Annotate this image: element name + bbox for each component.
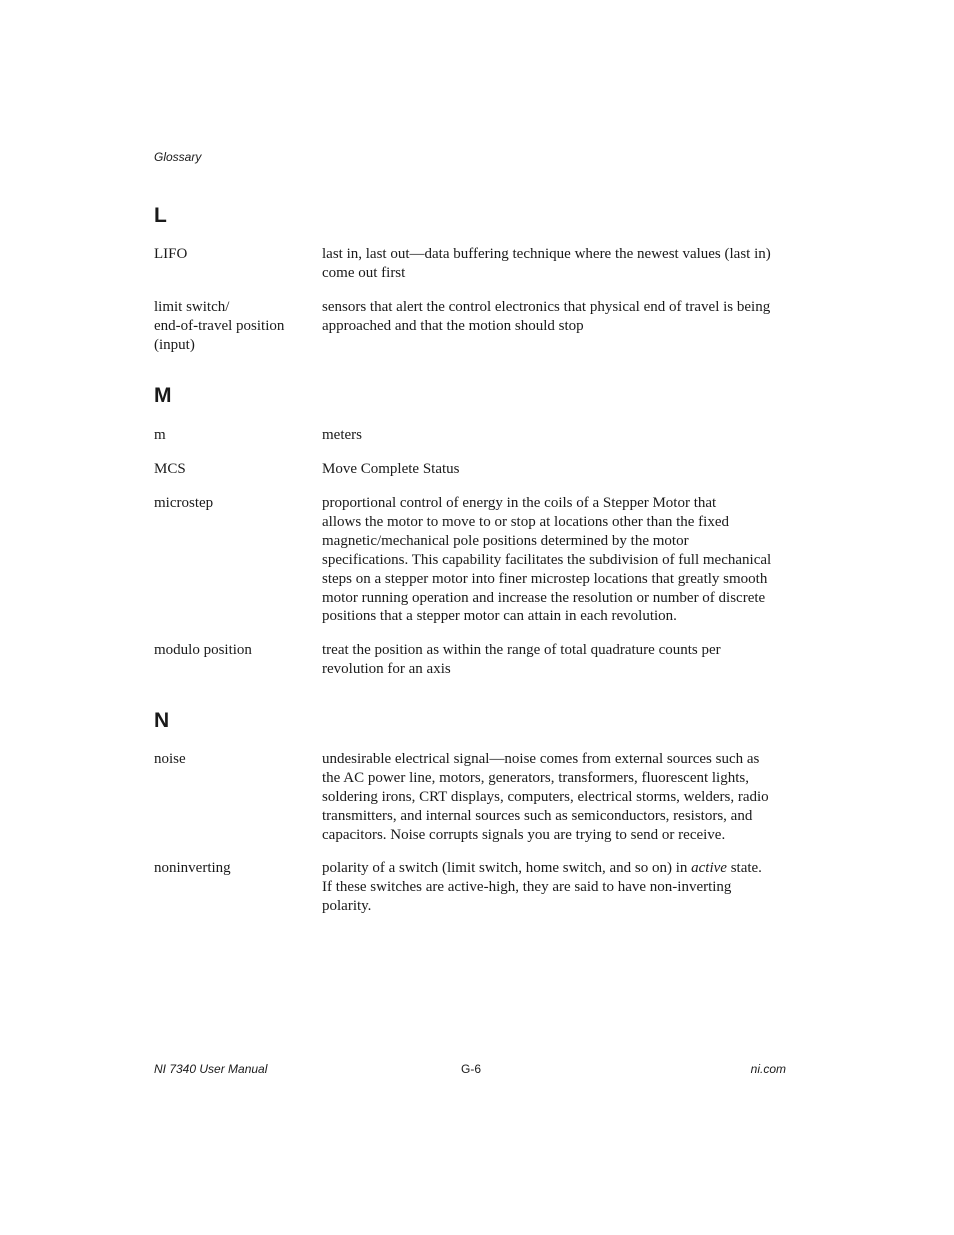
- definition-line: proportional control of energy in the coils of a Stepper Motor that: [322, 495, 717, 511]
- glossary-term: [154, 859, 314, 878]
- term-line: LIFO: [154, 246, 188, 262]
- definition-line: soldering irons, CRT displays, computers, electrical storms, welders, radio: [322, 788, 769, 805]
- definition-line: revolution for an axis: [322, 660, 451, 677]
- definition-line: meters: [322, 427, 362, 443]
- term-line: microstep: [154, 495, 214, 511]
- emphasis-text: active: [691, 860, 727, 876]
- footer-website: ni.com: [750, 1062, 786, 1076]
- definition-line: treat the position as within the range of total quadrature counts per: [322, 642, 721, 658]
- definition-line: the AC power line, motors, generators, transformers, fluorescent lights,: [322, 769, 749, 786]
- definition-line: specifications. This capability facilitates the subdivision of full mechanical: [322, 551, 772, 568]
- definition-line: capacitors. Noise corrupts signals you are trying to send or receive.: [322, 826, 726, 843]
- footer-manual-title: NI 7340 User Manual: [154, 1062, 268, 1076]
- section-heading-m: M: [154, 384, 172, 407]
- glossary-term: [154, 750, 314, 769]
- running-head: Glossary: [154, 150, 202, 164]
- glossary-definition: [322, 494, 786, 626]
- glossary-definition: [322, 460, 786, 479]
- definition-line: approached and that the motion should stop: [322, 317, 584, 334]
- definition-line: last in, last out—data buffering technique where the newest values (last in): [322, 246, 771, 262]
- section-heading-l: L: [154, 204, 167, 227]
- glossary-definition: [322, 245, 786, 283]
- glossary-definition: [322, 859, 786, 916]
- definition-text: polarity of a switch (limit switch, home switch, and so on) in: [322, 860, 692, 876]
- definition-line: steps on a stepper motor into finer microstep locations that greatly smooth: [322, 570, 768, 587]
- definition-line: come out first: [322, 264, 406, 281]
- definition-line: motor running operation and increase the resolution or number of discrete: [322, 589, 766, 606]
- footer-page-number: G-6: [461, 1062, 482, 1076]
- definition-line: If these switches are active-high, they are said to have non-inverting: [322, 878, 732, 895]
- definition-line: [322, 859, 786, 878]
- glossary-definition: [322, 298, 786, 336]
- definition-line: undesirable electrical signal—noise comes from external sources such as: [322, 751, 760, 767]
- definition-line: allows the motor to move to or stop at locations other than the fixed: [322, 513, 729, 530]
- section-heading-n: N: [154, 709, 170, 732]
- definition-text: state.: [726, 860, 762, 876]
- definition-line: magnetic/mechanical pole positions determined by the motor: [322, 532, 689, 549]
- glossary-term: [154, 460, 314, 479]
- term-line: modulo position: [154, 642, 252, 658]
- glossary-term: [154, 245, 314, 264]
- term-line: end-of-travel position: [154, 317, 285, 334]
- glossary-term: [154, 426, 314, 445]
- glossary-definition: [322, 426, 786, 445]
- glossary-term: [154, 641, 314, 660]
- glossary-definition: [322, 750, 786, 845]
- definition-line: polarity.: [322, 897, 372, 914]
- term-line: noninverting: [154, 860, 231, 876]
- definition-line: transmitters, and internal sources such as semiconductors, resistors, and: [322, 807, 753, 824]
- term-line: m: [154, 427, 166, 443]
- term-line: MCS: [154, 461, 186, 477]
- term-line: limit switch/: [154, 299, 230, 315]
- term-line: (input): [154, 336, 195, 353]
- glossary-term: [154, 494, 314, 513]
- definition-line: sensors that alert the control electronics that physical end of travel is being: [322, 299, 771, 315]
- glossary-definition: [322, 641, 786, 679]
- glossary-term: [154, 298, 314, 355]
- term-line: noise: [154, 751, 186, 767]
- definition-line: Move Complete Status: [322, 461, 460, 477]
- definition-line: positions that a stepper motor can attain in each revolution.: [322, 608, 677, 625]
